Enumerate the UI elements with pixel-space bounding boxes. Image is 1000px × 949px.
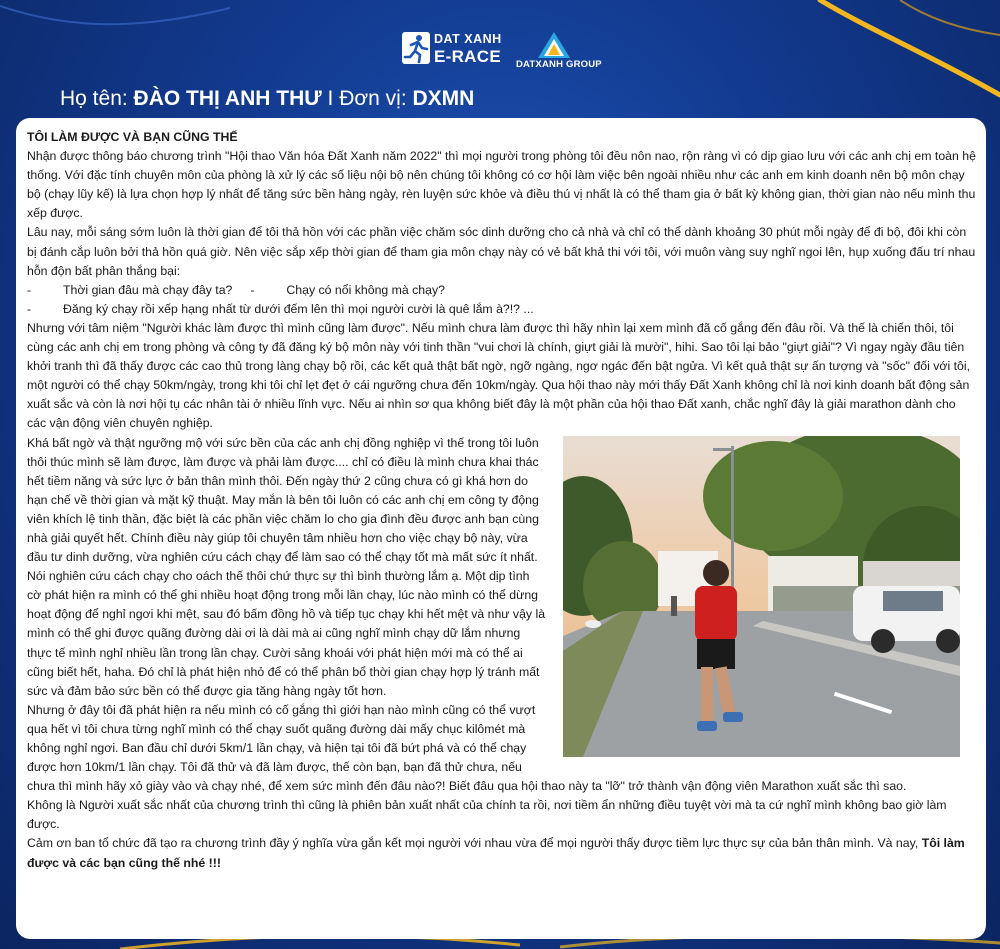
article-paragraph-2: Lâu nay, mỗi sáng sớm luôn là thời gian để tôi thả hồn với các phần việc chăm sóc dinh dưỡng cho cả nhà và chỉ có thể dành khoảng 30 phút mỗi ngày để đi bộ, đôi khi còn bị đánh cắp luôn bởi thả hồn quá giờ. Nên việc sắp xếp thời gian để tham gia môn chạy này có vẻ bất khả thi với tôi, với muôn vàng suy nghĩ ngoi lên, hụp xuống đấu trí nhau hỗn độn bất phân thắng bại:: [27, 225, 976, 278]
header-separator: I: [321, 87, 340, 110]
erace-logo-top-text: DAT XANH: [434, 32, 502, 46]
datxanh-group-text: DATXANH GROUP: [516, 59, 602, 70]
closing-bold-text: Tôi làm được và các bạn cũng thế nhé !!!: [27, 836, 965, 870]
bullet-dash: -: [250, 282, 255, 297]
article-title: TÔI LÀM ĐƯỢC VÀ BẠN CŨNG THẾ: [27, 130, 238, 144]
article-paragraph-6: Không là Người xuất sắc nhất của chương trình thì cũng là phiên bản xuất nhất của chính ta rồi, nơi tiềm ẩn những điều tuyệt vời mà ta cứ nghĩ mình không bao giờ làm được.: [27, 798, 947, 832]
article-paragraph-3: Nhưng với tâm niệm "Người khác làm được thì mình cũng làm được". Nếu mình chưa làm được thì hãy nhìn lại xem mình đã cố gắng đến đâu rồi. Và thế là chiến thôi, tôi cùng các anh chị em trong phòng và công ty đã đăng ký bộ môn này với tinh thần "vui chơi là chính, giựt giải là mười", hihi. Sao tôi lại bảo "giựt giải"? Vì ngay ngày đầu tiên khởi tranh thì đã thấy được các cao thủ trong làng chạy bộ rồi, các kết quả thật bất ngờ, ngỡ ngàng, ngơ ngác đến bật ngửa. Vì kết quả thật sự ấn tượng và "sốc" đối với tôi, một người có thể chạy 50km/ngày, trong khi tôi chỉ lẹt đẹt ở cái ngưỡng chưa đến 10km/ngày. Qua hội thao này mới thấy Đất Xanh không chỉ là nơi kinh doanh bất động sản xuất sắc và còn là nơi hội tụ các nhân tài ở nhiều lĩnh vực. Nếu ai nhìn sơ qua không biết đây là một phần của hội thao Đất xanh, chắc nghĩ đây là giải marathon dành cho các vận động viên chuyên nghiệp.: [27, 320, 971, 431]
article-paragraph-4: Khá bất ngờ và thật ngưỡng mộ với sức bền của các anh chị đồng nghiệp vì thế trong tôi luôn thôi thúc mình sẽ làm được, làm được và phải làm được.... chỉ có điều là mình chưa khai thác hết tiềm năng và sức lực ở bản thân mình thôi. Đến ngày thứ 2 cũng chưa có gì khá hơn do hạn chế về thời gian và mặt kỹ thuật. May mắn là bên tôi luôn có các anh chị em công ty động viên khích lệ tinh thần, đặc biệt là các phần việc chăm lo cho gia đình đều được anh bạn cùng nhà giải quyết hết. Chính điều này giúp tôi chuyên tâm nhiều hơn cho việc chạy bộ này, vừa đầu tư dinh dưỡng, vừa nghiên cứu cách chạy để làm sao có thể chạy tốt mà mất sức ít nhất. Nói nghiên cứu cách chạy cho oách thế thôi chứ thực sự thì bình thường lắm ạ. Một dịp tình cờ phát hiện ra mình có thể ghi nhiều hoạt động trong mỗi lần chạy, lúc nào mình có thể dừng hoạt động để nghỉ ngơi khi mệt, sau đó bấm đồng hồ và tiếp tục chạy khi hết mệt và như vậy là mình có thể ghi được quãng đường dài ơi là dài mà ai cũng nghĩ mình chạy dữ lắm nhưng thực tế mình nghỉ nhiều lần trong lần chạy. Cười sảng khoái với phát hiện mới mà có thể ai cũng biết hết, haha. Đó chỉ là phát hiện nhỏ để có thể phân bổ thời gian chạy hợp lý tránh mất sức và đảm bảo sức bền có thể được gia tăng hàng ngày tốt hơn.: [27, 435, 546, 698]
bullet-text-1a: Thời gian đâu mà chạy đây ta?: [63, 282, 233, 297]
unit-label: Đơn vị:: [339, 87, 413, 110]
bullet-dash: -: [27, 301, 32, 316]
participant-name: ĐÀO THỊ ANH THƯ: [133, 87, 322, 110]
brand-logos: [400, 30, 610, 80]
bullet-text-1b: Chạy có nổi không mà chạy?: [286, 282, 445, 297]
closing-text: Cảm ơn ban tổ chức đã tạo ra chương trình đầy ý nghĩa vừa gắn kết mọi người với nhau vừa để mọi người thấy được tiềm lực thực sự của bản thân mình. Và nay,: [27, 836, 922, 851]
runner-logo-icon: [402, 32, 430, 64]
article-paragraph-1: Nhận được thông báo chương trình "Hội thao Văn hóa Đất Xanh năm 2022" thì mọi người trong phòng tôi đều nôn nao, rộn ràng vì có dịp giao lưu với các anh chị em toàn hệ thống. Với đặc tính chuyên môn của phòng là xử lý các số liệu nội bộ nên chúng tôi không có cơ hội làm việc bên ngoài nhiều như các anh em kinh doanh nên bộ môn chạy bộ (chạy lũy kế) là lựa chọn hợp lý nhất để tăng sức bền hàng ngày, rèn luyện sức khỏe và điều thú vị nhất là có thể tham gia ở bất kỳ không gian, thời gian nào nếu mình thu xếp được.: [27, 149, 976, 221]
bullet-line-1: [27, 281, 977, 300]
erace-logo-bottom-text: E-RACE: [434, 47, 501, 66]
participant-header: [60, 87, 474, 111]
bullet-text-2: Đăng ký chạy rồi xếp hạng nhất từ dưới đếm lên thì mọi người cười là quê lắm à?!? ...: [63, 301, 534, 316]
article-paragraph-7: [27, 834, 977, 872]
decorative-swoosh-top-right: [780, 0, 1000, 110]
article-paragraph-5: Nhưng ở đây tôi đã phát hiện ra nếu mình có cố gắng thì giới hạn nào mình cũng có thể vượt qua hết vì tôi chưa từng nghĩ mình có thể chạy suốt quãng đường dài mấy chục kilômét mà không nghỉ ngơi. Ban đầu chỉ dưới 5km/1 lần chạy, và hiện tại tôi đã bứt phá và có thể chạy được hơn 10km/1 lần chạy. Tôi đã thử và đã làm được, thế còn bạn, bạn đã thử chưa, nếu chưa thì mình hãy xỏ giày vào và chạy nhé, để xem sức mình đến đâu nào?! Biết đâu qua hội thao này ta "lỡ" trở thành vận động viên Marathon xuất sắc thì sao.: [27, 702, 907, 794]
datxanh-triangle-logo-icon: [538, 32, 570, 58]
article-card: [16, 118, 986, 939]
decorative-swoosh-top-left: [0, 0, 230, 60]
bullet-dash: -: [27, 282, 32, 297]
name-label: Họ tên:: [60, 87, 134, 110]
unit-value: DXMN: [412, 87, 475, 110]
bullet-line-2: [27, 300, 977, 319]
article-content: [27, 128, 977, 873]
runner-photo: [563, 436, 960, 757]
